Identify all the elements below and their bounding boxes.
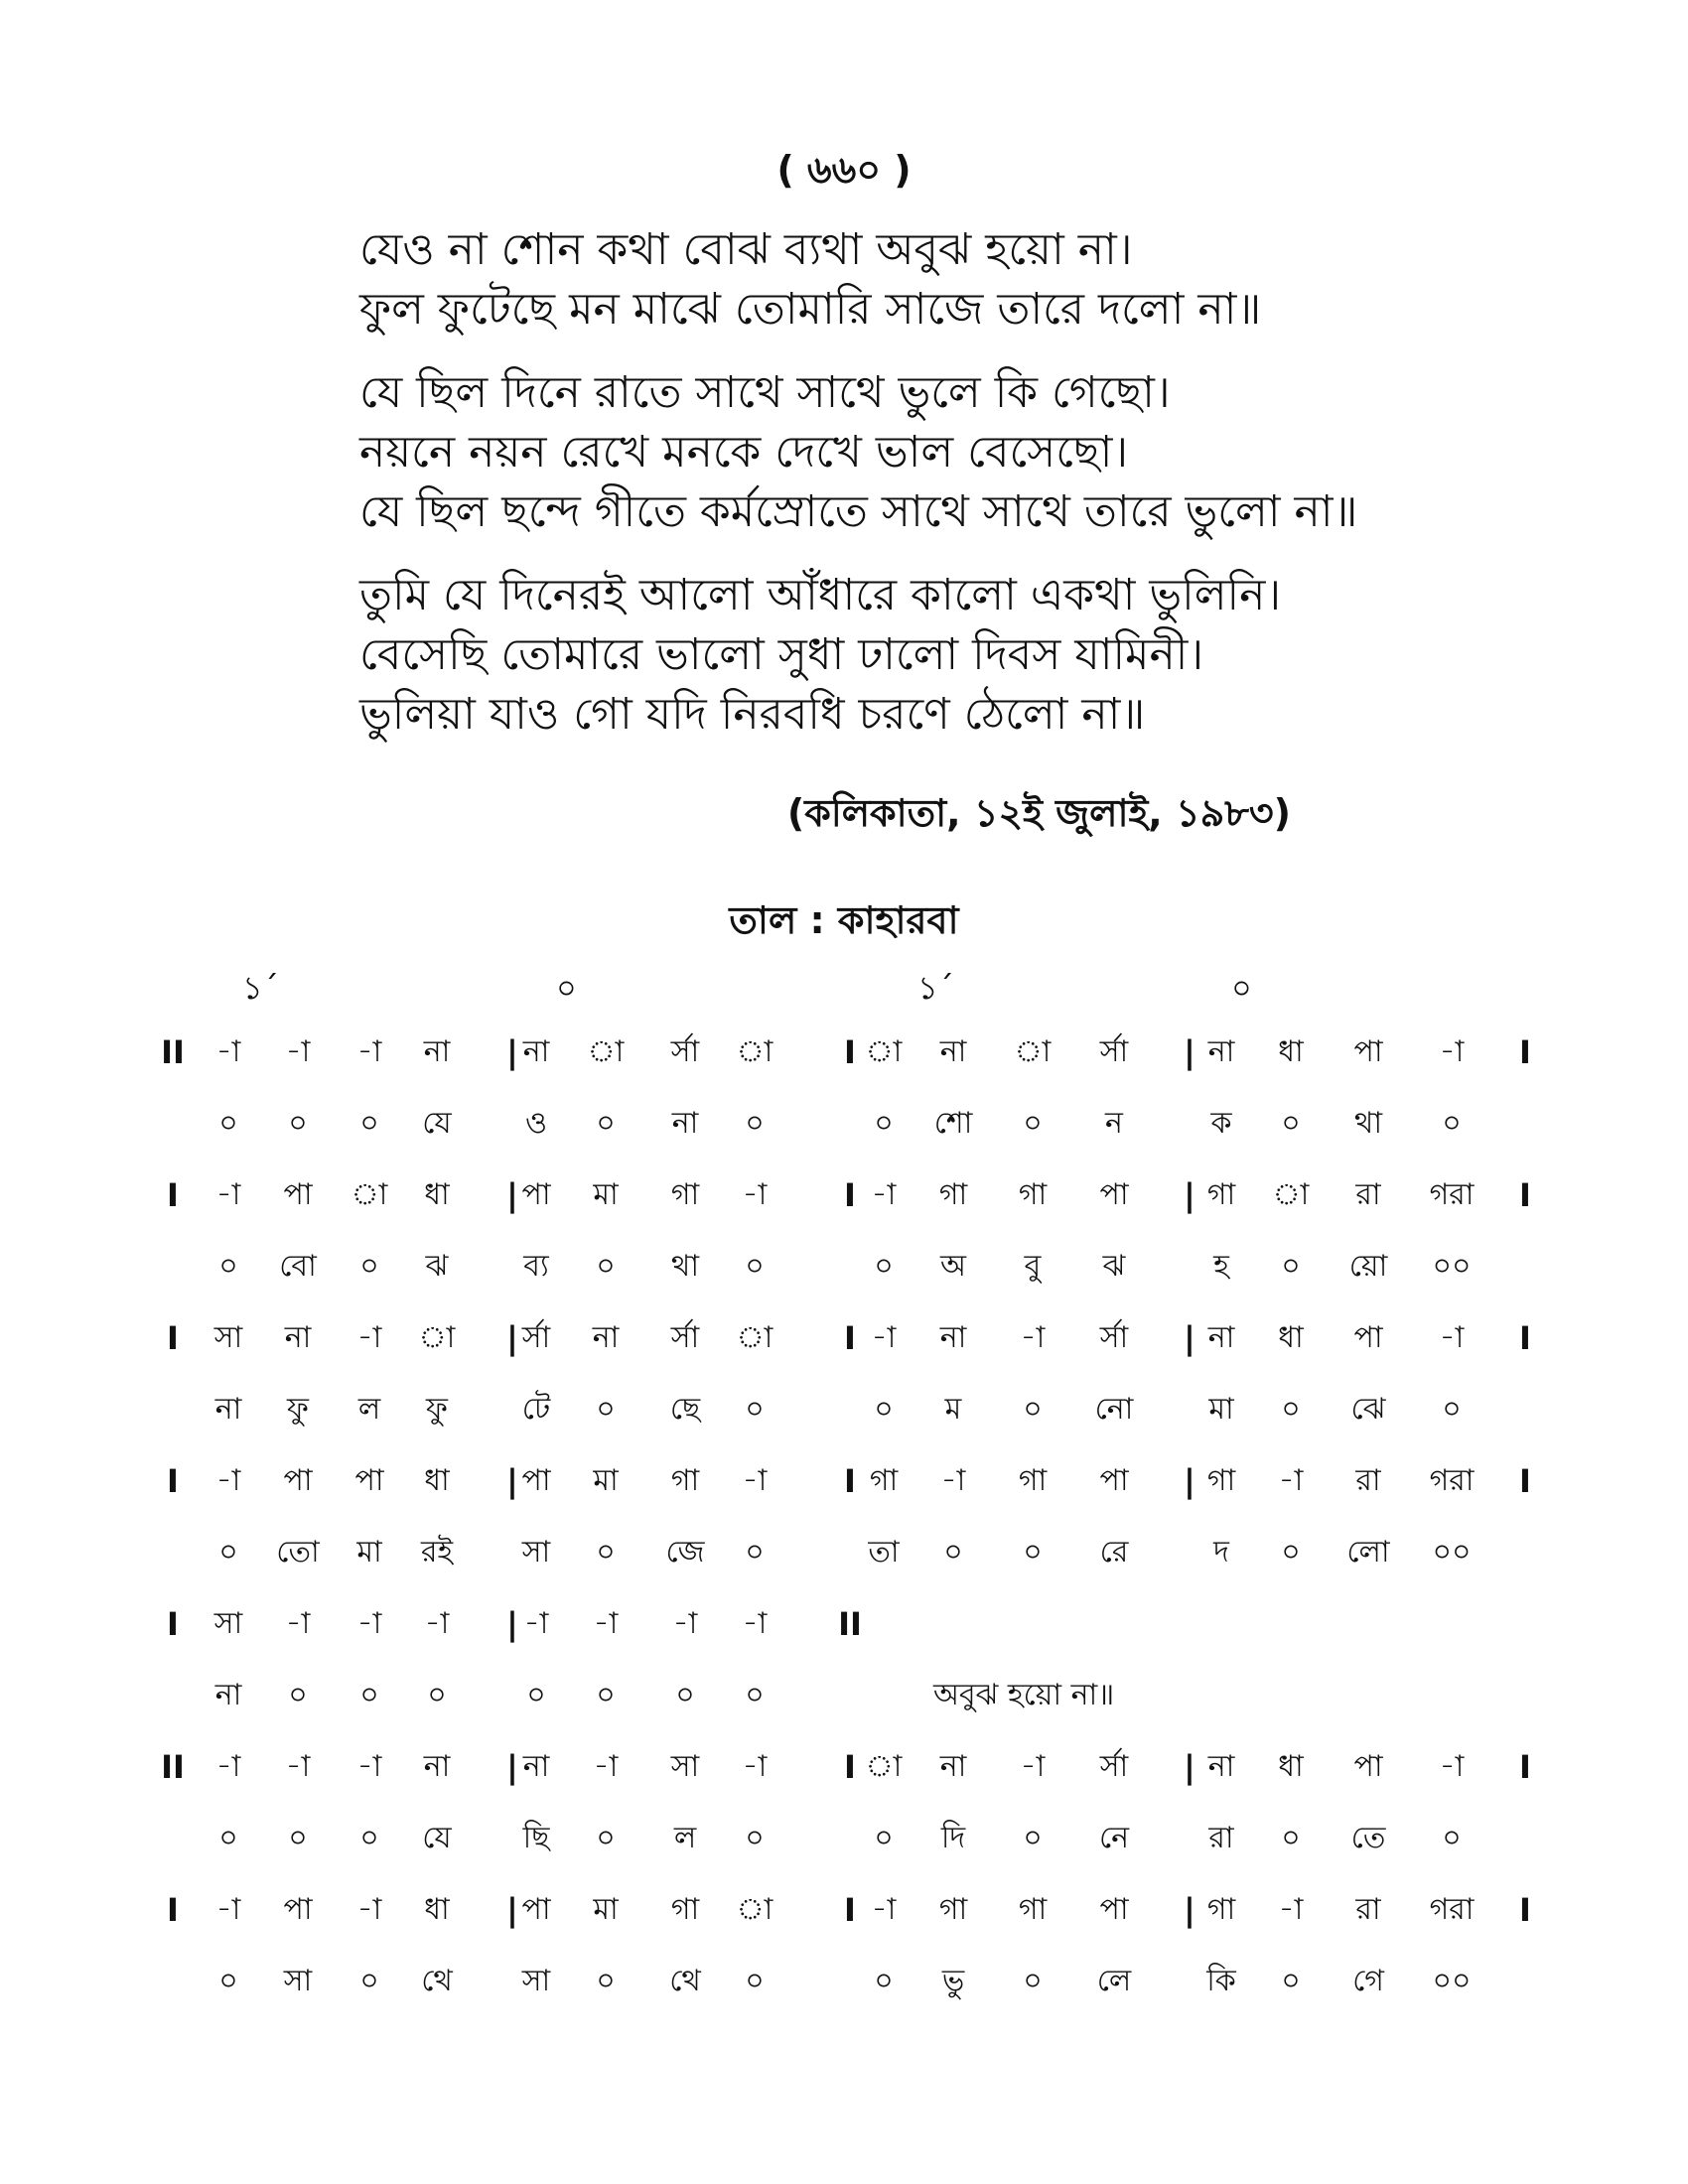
syllable: ০ [359,1249,379,1284]
syllable: ০ [745,1106,765,1141]
syllable: না [671,1106,699,1141]
note: া [736,1034,774,1069]
syllable: ০ [745,1535,765,1570]
lyric-line: যে ছিল ছন্দে গীতে কর্মস্রোতে সাথে সাথে তারে ভুলো না॥ [359,486,1358,537]
syllable: থা [670,1249,700,1284]
bar-line: I [844,1462,856,1500]
bar-line: I [167,1319,179,1357]
note: র্সা [1099,1749,1129,1784]
syllable: ভু [941,1964,965,1998]
syllable: ০ [1442,1392,1462,1427]
syllable: ০ [745,1678,765,1712]
bar-line: | [506,1033,518,1071]
note: -া [742,1177,768,1212]
bar-line: I [844,1319,856,1357]
syllable: বু [1024,1249,1042,1284]
bar-line: I [1519,1462,1531,1500]
syllable: ০ [288,1678,308,1712]
notation-grid [0,1023,1688,2023]
note: -া [742,1749,768,1784]
bar-line: | [1184,1176,1196,1214]
note: -া [215,1177,241,1212]
tal-label: তাল : কাহারবা [729,898,959,942]
note: া [736,1320,774,1355]
note: সা [213,1320,243,1355]
syllable: ০ [874,1249,894,1284]
note: মা [593,1463,619,1498]
syllable: ০ [745,1249,765,1284]
note: পা [354,1463,384,1498]
syllables-row [0,1666,1688,1731]
syllable: ০ [359,1964,379,1998]
note: গা [938,1892,968,1927]
syllable: নো [1094,1392,1134,1427]
note: র্সা [670,1034,700,1069]
syllable: গে [1352,1964,1384,1998]
bar-line: I [1519,1176,1531,1214]
note: পা [1353,1749,1383,1784]
note: পা [1353,1320,1383,1355]
note: -া [285,1606,311,1641]
note: পা [1099,1463,1129,1498]
syllable: ০ [1281,1964,1301,1998]
syllable: ০ [1023,1106,1043,1141]
note: সা [670,1749,700,1784]
note: গা [1206,1892,1236,1927]
note: -া [1278,1892,1304,1927]
note: -া [871,1320,897,1355]
syllables-row [0,1952,1688,2017]
note: -া [356,1034,382,1069]
note: পা [283,1892,313,1927]
note: সা [213,1606,243,1641]
note: -া [356,1749,382,1784]
syllable: থা [1353,1106,1383,1141]
syllable: ০০ [1432,1964,1472,1998]
note: -া [1439,1320,1465,1355]
syllables-row [0,1809,1688,1874]
syllable: ০ [526,1678,546,1712]
syllable: বো [279,1249,317,1284]
note: া [587,1034,625,1069]
syllable: জে [665,1535,705,1570]
lyric-line: যে ছিল দিনে রাতে সাথে সাথে ভুলে কি গেছো। [359,367,1171,418]
syllable: ০ [218,1964,238,1998]
syllable: তা [868,1535,900,1570]
note: -া [593,1606,619,1641]
bar-line: | [1184,1033,1196,1071]
bar-line: I [844,1891,856,1929]
syllable: ০ [596,1249,616,1284]
syllable: ০ [596,1535,616,1570]
bar-line: | [1184,1891,1196,1929]
lyric-stanza [359,220,1432,340]
note: পা [521,1177,551,1212]
note: া [351,1177,388,1212]
syllable: ০ [874,1964,894,1998]
syllable: ০ [1281,1821,1301,1855]
note: -া [940,1463,966,1498]
syllable: ০০ [1432,1535,1472,1570]
syllable: ০ [596,1392,616,1427]
syllable: ০ [427,1678,447,1712]
syllable: ০ [596,1106,616,1141]
syllable: দি [940,1821,966,1855]
note: না [939,1749,967,1784]
lyric-line: বেসেছি তোমারে ভালো সুধা ঢালো দিবস যামিনী। [359,629,1204,680]
syllable: য়ো [1348,1249,1388,1284]
bar-line: I [844,1033,856,1071]
lyric-line: ভুলিয়া যাও গো যদি নিরবধি চরণে ঠেলো না॥ [359,689,1146,740]
note: ধা [424,1177,450,1212]
bar-line: I [844,1748,856,1786]
syllable: ফু [426,1392,448,1427]
note: া [865,1749,903,1784]
syllable: নে [1098,1821,1130,1855]
note: া [865,1034,903,1069]
syllable: ০ [1023,1392,1043,1427]
beat-mark: ০ [556,969,577,1007]
note: -া [1439,1749,1465,1784]
syllable: দ [1213,1535,1229,1570]
note: মা [593,1177,619,1212]
syllable: থে [669,1964,701,1998]
bar-line: I [1519,1748,1531,1786]
bar-line: I [167,1605,179,1643]
footnote: (কলিকাতা, ১২ই জুলাই, ১৯৮৩) [786,791,1291,835]
syllable: যে [422,1821,452,1855]
syllable: কি [1206,1964,1236,1998]
note: -া [672,1606,698,1641]
note: -া [1278,1463,1304,1498]
syllable: ছে [669,1392,701,1427]
note: -া [523,1606,549,1641]
beat-marks [0,963,1688,1013]
syllable: যে [422,1106,452,1141]
note: না [522,1034,550,1069]
lyric-line: নয়নে নয়ন রেখে মনকে দেখে ভাল বেসেছো। [359,427,1129,478]
syllable: ঝ [425,1249,449,1284]
note: গরা [1429,1463,1475,1498]
bar-line: | [1184,1748,1196,1786]
note: -া [285,1034,311,1069]
syllable: ০ [288,1106,308,1141]
note: র্সা [1099,1034,1129,1069]
note: ধা [424,1463,450,1498]
syllable: ০ [1023,1535,1043,1570]
lyric-line: ফুল ফুটেছে মন মাঝে তোমারি সাজে তারে দলো না॥ [359,284,1262,335]
note: র্সা [521,1320,551,1355]
note: গা [1018,1892,1048,1927]
syllable: ল [357,1392,381,1427]
note: পা [283,1463,313,1498]
syllable: শো [933,1106,973,1141]
note: গা [1206,1177,1236,1212]
note: ধা [424,1892,450,1927]
note: পা [1099,1892,1129,1927]
bar-line: | [506,1462,518,1500]
syllable: ছি [522,1821,550,1855]
lyric-line: তুমি যে দিনেরই আলো আঁধারে কালো একথা ভুলিনি। [359,570,1282,620]
bar-line: | [506,1605,518,1643]
syllable: ক [1210,1106,1232,1141]
lyric-stanza [359,566,1432,745]
note: -া [424,1606,450,1641]
note: -া [356,1892,382,1927]
syllable: ০ [359,1106,379,1141]
note: পা [283,1177,313,1212]
note: গা [670,1463,700,1498]
lyrics [359,220,1432,768]
note: -া [593,1749,619,1784]
syllable: ল [673,1821,697,1855]
note: া [736,1892,774,1927]
note: া [1014,1034,1052,1069]
syllable: ও [524,1106,548,1141]
syllable: না [214,1678,242,1712]
syllable: ০ [288,1821,308,1855]
syllable: ০ [1281,1535,1301,1570]
syllable: সা [283,1964,313,1998]
syllables-row [0,1094,1688,1160]
note: না [939,1320,967,1355]
syllable: লো [1346,1535,1390,1570]
note: রা [1355,1892,1381,1927]
note: গরা [1429,1892,1475,1927]
beat-mark: ১´ [917,969,954,1007]
syllable: মা [1208,1392,1234,1427]
bar-line: | [506,1176,518,1214]
syllable: ০ [1281,1249,1301,1284]
syllable: ফু [287,1392,309,1427]
syllable: ০ [943,1535,963,1570]
bar-line: I [167,1891,179,1929]
syllable: ০ [874,1392,894,1427]
bar-line: I [1519,1033,1531,1071]
bar-line: I [1519,1891,1531,1929]
bar-line: II [161,1033,185,1071]
syllable: না [214,1392,242,1427]
lyric-stanza [359,363,1432,542]
syllable: ০ [596,1678,616,1712]
lyric-line: যেও না শোন কথা বোঝ ব্যথা অবুঝ হয়ো না। [359,224,1133,275]
note: গা [670,1892,700,1927]
syllable: রই [420,1535,454,1570]
note: -া [215,1892,241,1927]
beat-mark: ১´ [242,969,279,1007]
note: পা [1099,1177,1129,1212]
syllable: ০ [218,1249,238,1284]
bar-line: I [167,1176,179,1214]
syllable: থে [421,1964,453,1998]
syllable: ০০ [1432,1249,1472,1284]
syllable: ঝে [1350,1392,1386,1427]
note: -া [356,1320,382,1355]
note: না [284,1320,312,1355]
note: গা [1018,1463,1048,1498]
note: -া [871,1892,897,1927]
bar-line: II [161,1748,185,1786]
syllable: ০ [218,1106,238,1141]
syllable: রে [1099,1535,1129,1570]
syllable: ম [944,1392,962,1427]
syllable: টে [521,1392,551,1427]
syllable: ব্য [523,1249,549,1284]
bar-line: II [838,1605,862,1643]
note: না [1207,1320,1235,1355]
note: না [1207,1749,1235,1784]
syllable: ০ [1023,1964,1043,1998]
syllable: ০ [874,1106,894,1141]
note: রা [1355,1463,1381,1498]
note: -া [356,1606,382,1641]
beat-mark: ০ [1231,969,1252,1007]
syllable: তো [276,1535,320,1570]
syllable: ০ [218,1821,238,1855]
syllable: ০ [675,1678,695,1712]
note: রা [1355,1177,1381,1212]
notes-row [0,1451,1688,1523]
note: না [522,1749,550,1784]
syllable: ০ [596,1821,616,1855]
page-number: ( ৬৬০ ) [776,148,912,192]
note: র্সা [1099,1320,1129,1355]
note: গা [670,1177,700,1212]
syllable: ০ [596,1964,616,1998]
note: া [1272,1177,1310,1212]
note: গা [869,1463,899,1498]
bar-line: | [1184,1462,1196,1500]
syllables-row [0,1380,1688,1445]
note: না [1207,1034,1235,1069]
note: গা [938,1177,968,1212]
syllable: ০ [1281,1392,1301,1427]
note: ধা [1278,1034,1304,1069]
bar-line: I [844,1176,856,1214]
note: র্সা [670,1320,700,1355]
syllable: ০ [1281,1106,1301,1141]
syllable: ০ [218,1535,238,1570]
syllable: ন [1105,1106,1123,1141]
syllable: ঝ [1102,1249,1126,1284]
note: ধা [1278,1749,1304,1784]
note: -া [1439,1034,1465,1069]
bar-line: I [1519,1319,1531,1357]
syllable: ০ [1442,1106,1462,1141]
syllable: রা [1208,1821,1234,1855]
notes-row [0,1594,1688,1666]
syllable: ০ [359,1821,379,1855]
note: পা [521,1892,551,1927]
note: গা [1206,1463,1236,1498]
syllable: ০ [745,1392,765,1427]
note: গা [1018,1177,1048,1212]
syllable: সা [521,1964,551,1998]
note: -া [285,1749,311,1784]
note: না [423,1034,451,1069]
syllable: লে [1096,1964,1132,1998]
notes-row [0,1737,1688,1809]
syllable: ০ [745,1964,765,1998]
syllable: ০ [874,1821,894,1855]
syllable: সা [521,1535,551,1570]
syllable: ০ [745,1821,765,1855]
syllables-row [0,1523,1688,1588]
note: না [423,1749,451,1784]
syllables-row [0,1237,1688,1302]
note: না [939,1034,967,1069]
bar-line: | [506,1319,518,1357]
note: ধা [1278,1320,1304,1355]
bar-line: | [1184,1319,1196,1357]
note: -া [742,1463,768,1498]
note: মা [593,1892,619,1927]
note: গরা [1429,1177,1475,1212]
syllable: মা [356,1535,382,1570]
notes-row [0,1308,1688,1380]
bar-line: | [506,1891,518,1929]
syllable: ০ [359,1678,379,1712]
syllable: ০ [1442,1821,1462,1855]
notes-row [0,1165,1688,1237]
syllable: তে [1350,1821,1386,1855]
syllable: ০ [1023,1821,1043,1855]
note: পা [1353,1034,1383,1069]
note: -া [742,1606,768,1641]
syllable: অ [940,1249,966,1284]
notes-row [0,1880,1688,1952]
note: -া [1020,1320,1046,1355]
note: -া [1020,1749,1046,1784]
note: া [418,1320,456,1355]
note: না [592,1320,620,1355]
note: -া [215,1749,241,1784]
note: -া [215,1034,241,1069]
bar-line: I [167,1462,179,1500]
note: -া [215,1463,241,1498]
syllable: হ [1213,1249,1229,1284]
notes-row [0,1023,1688,1094]
refrain-text: অবুঝ হয়ো না॥ [933,1678,1115,1712]
bar-line: | [506,1748,518,1786]
note: -া [871,1177,897,1212]
note: পা [521,1463,551,1498]
